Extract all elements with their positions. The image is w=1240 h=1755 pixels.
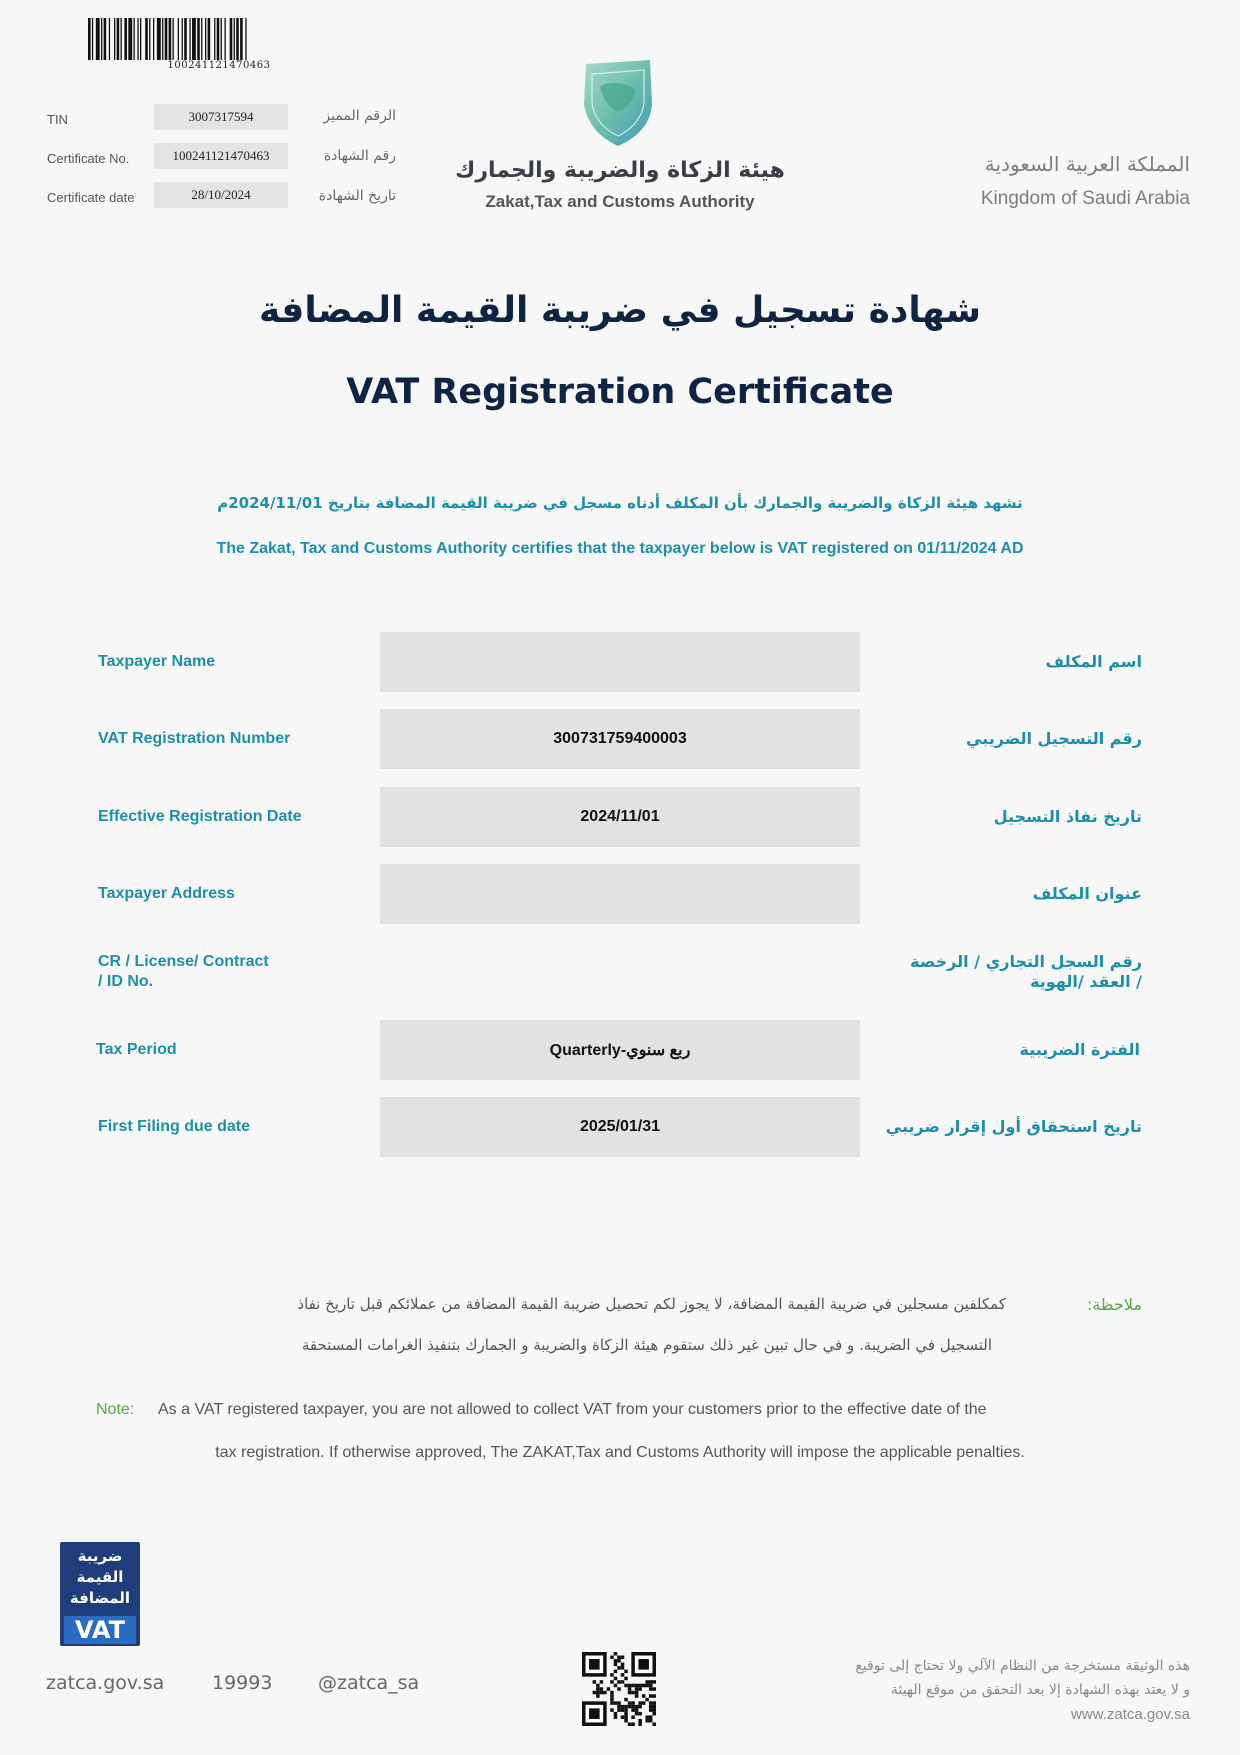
cr-license-label-line1: CR / License/ Contract [98, 953, 269, 970]
vat-logo-en: VAT [64, 1616, 136, 1644]
certificate-title-ar: شهادة تسجيل في ضريبة القيمة المضافة [258, 290, 982, 331]
barcode-number: 100241121470463 [167, 60, 271, 71]
certify-statement-ar: تشهد هيئة الزكاة والضريبة والجمارك بأن المكلف أدناه مسجل في ضريبة القيمة المضافة بتاريخ 2024/11/01م [217, 494, 1023, 512]
footer-social-handle[interactable]: @zatca_sa [318, 1672, 420, 1694]
footer-disclaimer-ar-line2: و لا يعتد بهذه الشهادة إلا بعد التحقق من موقع الهيئة [890, 1682, 1190, 1698]
note-label-ar: ملاحظة: [1086, 1295, 1142, 1314]
certificate-date-label: Certificate date [47, 190, 135, 205]
first-filing-due-date-label-ar: تاريخ استحقاق أول إقرار ضريبي [885, 1117, 1142, 1136]
effective-registration-date-label: Effective Registration Date [98, 808, 302, 825]
kingdom-name-en: Kingdom of Saudi Arabia [980, 188, 1190, 209]
note-text-en-line1: As a VAT registered taxpayer, you are not allowed to collect VAT from your customers prior to the effective date of the [158, 1401, 987, 1418]
note-text-en-line2: tax registration. If otherwise approved, The ZAKAT,Tax and Customs Authority will impose the applicable penalties. [215, 1444, 1025, 1461]
footer-phone[interactable]: 19993 [212, 1672, 273, 1694]
tin-value: 3007317594 [154, 104, 288, 130]
note-text-ar-line2: التسجيل في الضريبة. و في حال تبين غير ذلك ستقوم هيئة الزكاة والضريبة و الجمارك بتنفيذ الغرامات المستحقة [301, 1336, 992, 1354]
taxpayer-address-value [380, 864, 860, 924]
authority-name-ar: هيئة الزكاة والضريبة والجمارك [455, 158, 785, 183]
vat-logo [60, 1542, 140, 1646]
vat-registration-number-label: VAT Registration Number [98, 730, 291, 747]
tax-period-label-ar: الفترة الضريبية [1019, 1040, 1140, 1059]
certificate-title-en: VAT Registration Certificate [346, 372, 894, 412]
taxpayer-address-label: Taxpayer Address [98, 885, 235, 902]
certificate-date-label-ar: تاريخ الشهادة [318, 188, 396, 204]
cr-license-label-ar-line1: رقم السجل التجاري / الرخصة [910, 952, 1142, 971]
tax-period-label: Tax Period [96, 1041, 177, 1058]
cr-license-label-line2: / ID No. [98, 973, 154, 990]
effective-registration-date-label-ar: تاريخ نفاذ التسجيل [993, 807, 1142, 826]
certificate-no-value: 100241121470463 [154, 143, 288, 169]
kingdom-name-ar: المملكة العربية السعودية [984, 152, 1190, 176]
taxpayer-address-label-ar: عنوان المكلف [1032, 884, 1142, 903]
taxpayer-name-label-ar: اسم المكلف [1045, 652, 1142, 671]
vat-logo-ar-line2: القيمة [76, 1568, 124, 1586]
tin-label: TIN [47, 112, 68, 127]
vat-logo-ar-line1: ضريبة [77, 1547, 123, 1565]
taxpayer-name-label: Taxpayer Name [98, 653, 216, 670]
certificate-no-label-ar: رقم الشهادة [323, 148, 396, 164]
qr-code-icon [582, 1652, 656, 1726]
barcode [88, 18, 350, 60]
zatca-logo-icon [578, 56, 658, 148]
vat-registration-number-value: 300731759400003 [380, 709, 860, 769]
footer-website-link[interactable]: zatca.gov.sa [46, 1672, 165, 1694]
certificate-no-label: Certificate No. [47, 151, 130, 166]
cr-license-label [98, 952, 378, 992]
effective-registration-date-value: 2024/11/01 [380, 787, 860, 847]
vat-logo-ar-line3: المضافة [69, 1589, 131, 1607]
footer-disclaimer-url[interactable]: www.zatca.gov.sa [1071, 1706, 1190, 1723]
footer-disclaimer-ar-line1: هذه الوثيقة مستخرجة من النظام الآلي ولا تحتاج إلى توقيع [855, 1658, 1190, 1674]
cr-license-label-ar [880, 952, 1142, 992]
cr-license-label-ar-line2: / العقد /الهوية [1030, 972, 1142, 991]
vat-registration-number-label-ar: رقم التسجيل الضريبي [966, 729, 1142, 748]
first-filing-due-date-label: First Filing due date [98, 1118, 251, 1135]
certify-statement-en: The Zakat, Tax and Customs Authority certifies that the taxpayer below is VAT registered on 01/11/2024 AD [216, 540, 1024, 557]
authority-name-en: Zakat,Tax and Customs Authority [485, 192, 755, 211]
taxpayer-name-value [380, 632, 860, 692]
note-label-en: Note: [96, 1401, 135, 1418]
tax-period-value: Quarterly-ربع سنوي [380, 1020, 860, 1080]
certificate-date-value: 28/10/2024 [154, 182, 288, 208]
tin-label-ar: الرقم المميز [323, 108, 396, 124]
note-text-ar-line1: كمكلفين مسجلين في ضريبة القيمة المضافة، لا يجوز لكم تحصيل ضريبة القيمة المضافة من عملائكم قبل تاريخ نفاذ [297, 1295, 1006, 1313]
first-filing-due-date-value: 2025/01/31 [380, 1097, 860, 1157]
